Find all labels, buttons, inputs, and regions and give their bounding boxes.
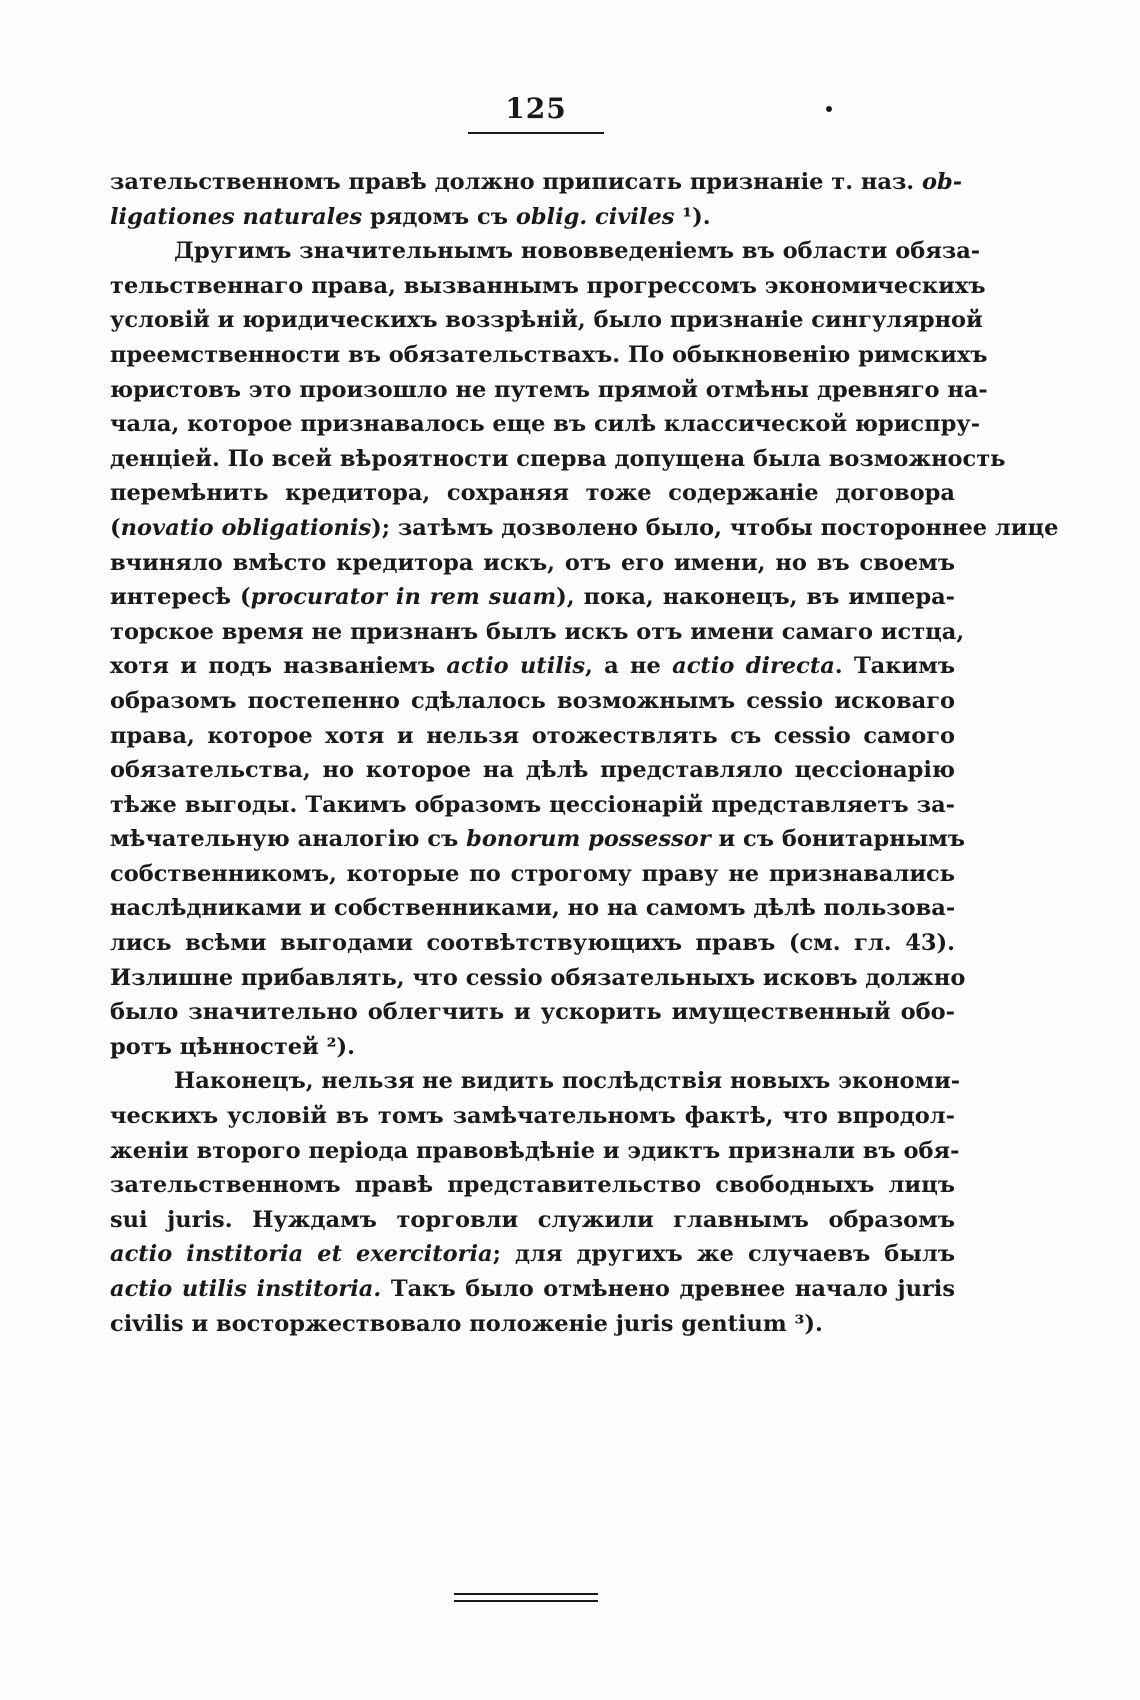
text-run: юристовъ это произошло не путемъ прямой отмѣны древняго на- xyxy=(110,376,988,403)
text-run: интересѣ ( xyxy=(110,584,251,611)
text-run: , а не xyxy=(585,653,673,680)
text-run: хотя и подъ названіемъ xyxy=(110,653,447,680)
italic-text: actio utilis institoria. xyxy=(110,1276,382,1302)
text-line xyxy=(110,857,955,892)
text-line xyxy=(110,338,988,373)
text-run: вчиняло вмѣсто кредитора искъ, отъ его имени, но въ своемъ xyxy=(110,549,955,576)
text-run: обязательства, но которое на дѣлѣ представляло цессіонарію xyxy=(110,757,955,784)
text-run: ); затѣмъ дозволено было, чтобы постороннее лице xyxy=(371,514,1059,541)
text-run: образомъ постепенно сдѣлалось возможнымъ cessio исковаго xyxy=(110,687,955,714)
text-run: ротъ цѣнностей ²). xyxy=(110,1033,355,1060)
text-run: ¹). xyxy=(674,203,711,230)
text-run: ; для другихъ же случаевъ былъ xyxy=(492,1241,955,1268)
text-run: условій и юридическихъ воззрѣній, было признаніе сингулярной xyxy=(110,307,983,334)
text-line xyxy=(110,1030,955,1065)
text-line xyxy=(110,1237,955,1272)
text-line xyxy=(110,891,955,926)
text-line xyxy=(110,580,955,615)
text-run: тѣже выгоды. Такимъ образомъ цессіонарій представляетъ за- xyxy=(110,791,955,818)
section-end-rule xyxy=(454,1600,598,1602)
text-run: перемѣнить кредитора, сохраняя тоже содержаніе договора xyxy=(110,480,955,507)
text-run: чала, которое признавалось еще въ силѣ классической юриспру- xyxy=(110,411,981,438)
italic-text: ligationes naturales xyxy=(110,203,363,230)
text-run: и съ бонитарнымъ xyxy=(710,826,966,853)
text-line xyxy=(110,1134,960,1169)
text-run: зательственномъ правѣ должно приписать признаніе т. наз. xyxy=(110,169,922,195)
italic-text: actio institoria et exercitoria xyxy=(110,1241,493,1268)
text-run: женіи второго періода правовѣдѣніе и эдиктъ признали въ обя- xyxy=(110,1137,960,1164)
text-run: денціей. По всей вѣроятности сперва допущена была возможность xyxy=(110,445,1006,472)
italic-text: actio utilis xyxy=(446,653,586,680)
text-line xyxy=(110,719,955,754)
text-line xyxy=(110,684,955,719)
text-line xyxy=(110,961,966,996)
text-run: рядомъ съ xyxy=(362,203,516,230)
text-line xyxy=(110,476,955,511)
text-line xyxy=(110,234,981,269)
text-line xyxy=(110,753,955,788)
text-run: права, которое хотя и нельзя отожествлять съ cessio самого xyxy=(110,722,955,749)
text-run: тельственнаго права, вызваннымъ прогрессомъ экономическихъ xyxy=(110,272,986,299)
text-line xyxy=(110,200,955,235)
text-line xyxy=(110,269,986,304)
italic-text: oblig. civiles xyxy=(515,203,675,230)
page-number: 125 xyxy=(505,92,567,125)
text-line xyxy=(110,165,963,200)
text-run: собственникомъ, которые по строгому праву не признавались xyxy=(110,860,955,887)
section-end-rule xyxy=(454,1593,598,1595)
text-line xyxy=(110,1168,955,1203)
text-line xyxy=(110,373,988,408)
text-line xyxy=(110,303,983,338)
text-run: sui juris. Нуждамъ торговли служили главнымъ образомъ xyxy=(110,1206,955,1233)
print-speck xyxy=(826,106,832,112)
text-run: ), пока, наконецъ, въ импера- xyxy=(556,584,956,611)
text-line xyxy=(110,1203,955,1238)
text-line xyxy=(110,822,966,857)
italic-text: novatio obligationis xyxy=(120,514,372,541)
text-run: зательственномъ правѣ представительство свободныхъ лицъ xyxy=(110,1172,955,1199)
text-line xyxy=(110,511,1059,546)
text-line xyxy=(110,442,1006,477)
text-run: Такъ было отмѣнено древнее начало juris xyxy=(381,1276,955,1302)
text-run: преемственности въ обязательствахъ. По обыкновенію римскихъ xyxy=(110,341,988,368)
text-run: торское время не признанъ былъ искъ отъ имени самаго истца, xyxy=(110,618,965,645)
italic-text: actio directa xyxy=(672,653,835,680)
text-line xyxy=(110,407,981,442)
text-run: ( xyxy=(110,514,121,541)
italic-text: procurator in rem suam xyxy=(250,584,557,611)
text-run: civilis и восторжествовало положеніе juris gentium ³). xyxy=(110,1310,823,1337)
text-run: ческихъ условій въ томъ замѣчательномъ фактѣ, что впродол- xyxy=(110,1103,955,1130)
text-line xyxy=(110,1307,955,1342)
text-line xyxy=(110,546,955,581)
text-line xyxy=(110,1099,955,1134)
text-run: наслѣдниками и собственниками, но на самомъ дѣлѣ пользова- xyxy=(110,895,956,922)
text-run: мѣчательную аналогію съ xyxy=(110,826,467,853)
italic-text: bonorum possessor xyxy=(466,826,711,853)
text-line xyxy=(110,788,955,823)
text-run: Излишне прибавлять, что cessio обязательныхъ исковъ должно xyxy=(110,964,966,991)
body-text xyxy=(110,165,1059,1341)
italic-text: ob- xyxy=(921,169,963,195)
text-line xyxy=(110,1064,961,1099)
text-line xyxy=(110,649,955,684)
page-number-rule xyxy=(468,132,604,134)
text-run: лись всѣми выгодами соотвѣтствующихъ правъ (см. гл. 43). xyxy=(110,930,955,957)
text-line xyxy=(110,995,955,1030)
text-line xyxy=(110,1272,955,1307)
text-run: было значительно облегчить и ускорить имущественный обо- xyxy=(110,999,955,1026)
text-run: . Такимъ xyxy=(834,653,956,680)
text-line xyxy=(110,926,955,961)
text-line xyxy=(110,615,965,650)
text-run: Наконецъ, нельзя не видить послѣдствія новыхъ экономи- xyxy=(174,1068,961,1095)
text-run: Другимъ значительнымъ нововведеніемъ въ области обяза- xyxy=(174,238,981,265)
